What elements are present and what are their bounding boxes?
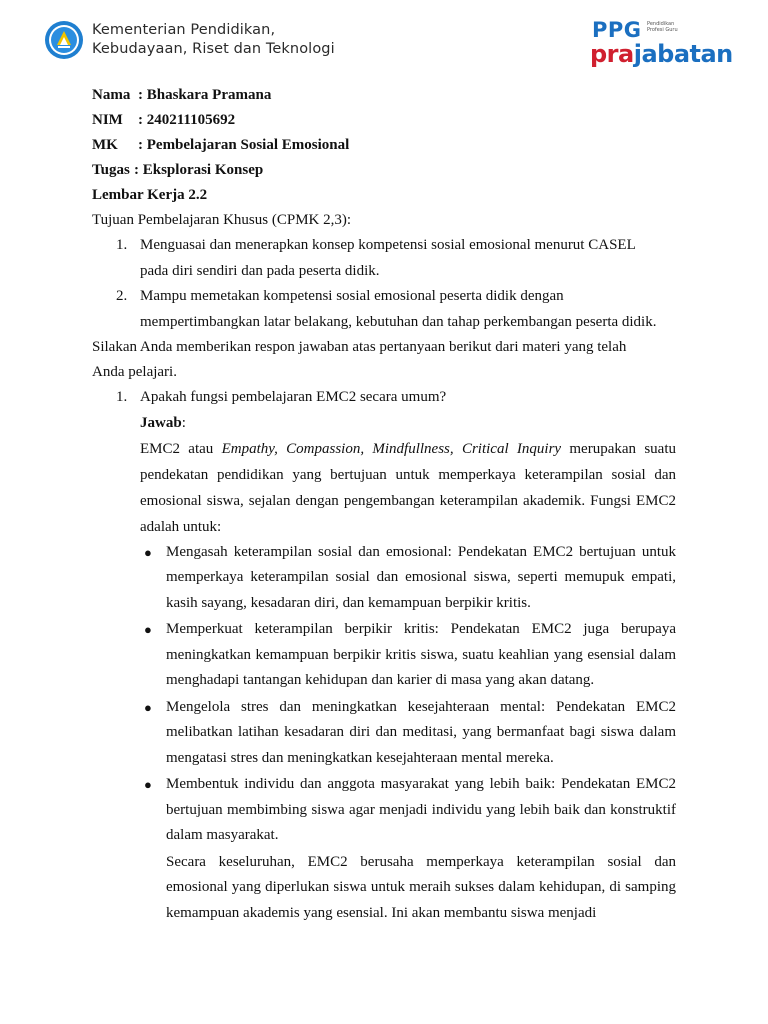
ppg-wordmark: PPG bbox=[592, 18, 642, 42]
answer-colon: : bbox=[181, 414, 186, 431]
identity-mk bbox=[92, 133, 676, 158]
answer-block bbox=[92, 411, 676, 540]
objective-item bbox=[92, 284, 676, 335]
prajabatan-jabatan: jabatan bbox=[633, 40, 733, 68]
identity-nim bbox=[92, 108, 676, 133]
intro-text-b: merupakan suatu pendekatan pendidikan yang bertujuan untuk memperkaya keterampilan sosial dan emosional siswa, sejalan dengan pengembangan keterampilan akademik. Fungsi EMC2 adalah untuk: bbox=[140, 440, 676, 535]
ministry-logo bbox=[44, 20, 335, 60]
tugas-value: : Eksplorasi Konsep bbox=[134, 162, 264, 178]
closing-paragraph: Secara keseluruhan, EMC2 berusaha memperkaya keterampilan sosial dan emosional yang diperlukan siswa untuk meraih sukses dalam kehidupan, di samping kemampuan akademis yang esensial. Ini akan membantu siswa menjadi bbox=[166, 853, 676, 921]
bullet-icon: ● bbox=[144, 622, 152, 637]
objective-line: pada diri sendiri dan pada peserta didik. bbox=[140, 262, 380, 279]
objective-number: 2. bbox=[116, 288, 128, 304]
objectives-list bbox=[92, 233, 676, 335]
mk-value: : Pembelajaran Sosial Emosional bbox=[138, 137, 350, 153]
identity-tugas bbox=[92, 158, 676, 183]
identity-nama bbox=[92, 83, 676, 108]
function-list bbox=[92, 540, 676, 849]
ppg-tagline: Pendidikan Profesi Guru bbox=[647, 21, 678, 33]
objective-number: 1. bbox=[116, 237, 128, 253]
objective-line: mempertimbangkan latar belakang, kebutuhan dan tahap perkembangan peserta didik. bbox=[140, 313, 657, 330]
function-item bbox=[92, 540, 676, 617]
nim-value: : 240211105692 bbox=[138, 112, 236, 128]
instruction-line-1: Silakan Anda memberikan respon jawaban atas pertanyaan berikut dari materi yang telah bbox=[92, 339, 627, 355]
mk-label: MK bbox=[92, 137, 118, 153]
ppg-prajabatan-logo bbox=[590, 18, 733, 70]
function-text: Mengelola stres dan meningkatkan kesejahteraan mental: Pendekatan EMC2 melibatkan latihan kesadaran diri dan meditasi, yang bermanfaat bagi siswa dalam mengatasi stres dan meningkatkan kesejahteraan mental mereka. bbox=[166, 698, 676, 766]
tut-wuri-handayani-emblem-icon bbox=[44, 20, 84, 60]
instruction-line-2: Anda pelajari. bbox=[92, 364, 177, 380]
function-item bbox=[92, 695, 676, 772]
objective-item bbox=[92, 233, 676, 284]
answer-intro bbox=[140, 436, 676, 540]
answer-label-line bbox=[140, 411, 676, 436]
document-body bbox=[92, 83, 676, 926]
function-text: Memperkuat keterampilan berpikir kritis: Pendekatan EMC2 juga berupaya meningkatkan kemampuan berpikir kritis siswa, suatu keahlian yang esensial dalam menghadapi tantangan kehidupan dan karier di masa yang akan datang. bbox=[166, 621, 676, 688]
answer-label: Jawab bbox=[140, 414, 182, 431]
ministry-name bbox=[92, 21, 335, 59]
prajabatan-wordmark bbox=[590, 40, 733, 68]
page-header bbox=[0, 0, 768, 80]
question-number: 1. bbox=[116, 389, 128, 405]
ministry-line-2: Kebudayaan, Riset dan Teknologi bbox=[92, 41, 335, 57]
tugas-label: Tugas bbox=[92, 162, 130, 178]
bullet-icon: ● bbox=[144, 544, 152, 560]
function-item bbox=[92, 772, 676, 849]
nama-label: Nama bbox=[92, 87, 131, 103]
bullet-icon: ● bbox=[144, 777, 152, 792]
objectives-heading: Tujuan Pembelajaran Khusus (CPMK 2,3): bbox=[92, 212, 352, 228]
function-text: Mengasah keterampilan sosial dan emosional: Pendekatan EMC2 bertujuan untuk memperkaya keterampilan sosial dan emosional siswa, seperti memupuk empati, kasih sayang, kesadaran diri, dan kemampuan berpikir kritis. bbox=[166, 543, 676, 611]
bullet-icon: ● bbox=[144, 699, 152, 715]
function-item bbox=[92, 617, 676, 694]
question-1 bbox=[92, 385, 676, 411]
intro-text-a: EMC2 atau bbox=[140, 440, 222, 457]
ministry-line-1: Kementerian Pendidikan, bbox=[92, 22, 276, 38]
worksheet-title: Lembar Kerja 2.2 bbox=[92, 187, 208, 203]
question-text: Apakah fungsi pembelajaran EMC2 secara umum? bbox=[140, 389, 447, 405]
nim-label: NIM bbox=[92, 112, 123, 128]
intro-emphasis: Empathy, Compassion, Mindfullness, Critical Inquiry bbox=[221, 440, 562, 457]
objective-line: Mampu memetakan kompetensi sosial emosional peserta didik dengan bbox=[140, 288, 564, 304]
nama-value: : Bhaskara Pramana bbox=[138, 87, 272, 103]
function-text: Membentuk individu dan anggota masyarakat yang lebih baik: Pendekatan EMC2 bertujuan membimbing siswa agar menjadi individu yang lebih baik dan konstruktif dalam masyarakat. bbox=[166, 776, 676, 843]
objective-line: Menguasai dan menerapkan konsep kompetensi sosial emosional menurut CASEL bbox=[140, 237, 636, 253]
prajabatan-pra: pra bbox=[590, 40, 634, 68]
